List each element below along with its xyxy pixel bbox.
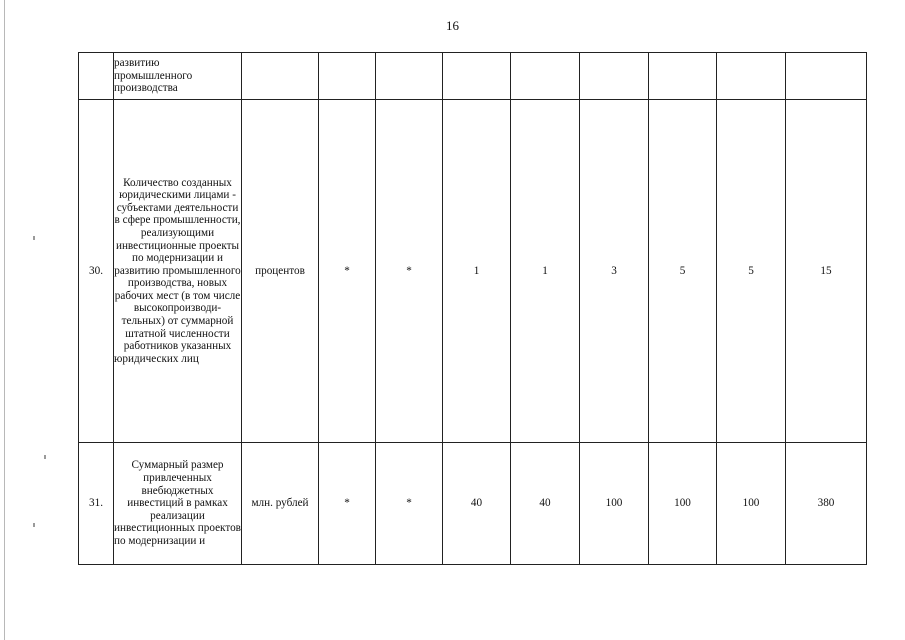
indicator-name: развитию промышленного производства bbox=[114, 57, 193, 95]
indicator-name: Суммарный размер привлеченных внебюджетных инвестиций в рамках реализации инвестиционных проектов по модернизации и bbox=[114, 459, 241, 547]
value-cell bbox=[786, 53, 867, 100]
value-cell: 5 bbox=[649, 100, 717, 443]
value-cell: 15 bbox=[786, 100, 867, 443]
value-cell: 380 bbox=[786, 443, 867, 565]
value-cell: 5 bbox=[717, 100, 786, 443]
page-number: 16 bbox=[446, 18, 459, 33]
unit-cell bbox=[242, 53, 319, 100]
value-cell: 3 bbox=[580, 100, 649, 443]
value-cell: 100 bbox=[717, 443, 786, 565]
unit-cell: млн. рублей bbox=[242, 443, 319, 565]
value-cell: 40 bbox=[443, 443, 511, 565]
value-cell bbox=[443, 53, 511, 100]
scan-speck bbox=[33, 236, 35, 240]
value-cell: 100 bbox=[649, 443, 717, 565]
indicator-name: Количество созданных юридическими лицами - субъектами деятельности в сфере промышленности, реализующими инвестиционные проекты по модернизации и развитию промышленного производства, новых рабочих мест (в том числе высокопроизводи-тельных) от суммарной штатной численности работников указанных юридических лиц bbox=[114, 176, 241, 365]
value-cell: * bbox=[319, 100, 376, 443]
row-number: 31. bbox=[79, 443, 114, 565]
value-cell: 1 bbox=[511, 100, 580, 443]
value-cell: * bbox=[319, 443, 376, 565]
page-left-edge-line bbox=[4, 0, 5, 640]
value-cell bbox=[376, 53, 443, 100]
table-row bbox=[79, 53, 867, 100]
value-cell: 100 bbox=[580, 443, 649, 565]
indicator-name-cell bbox=[114, 100, 242, 443]
indicator-name-cell bbox=[114, 53, 242, 100]
table-row bbox=[79, 100, 867, 443]
value-cell: * bbox=[376, 443, 443, 565]
scan-speck bbox=[44, 455, 46, 459]
scan-speck bbox=[33, 523, 35, 527]
value-cell bbox=[319, 53, 376, 100]
value-cell bbox=[511, 53, 580, 100]
value-cell: 40 bbox=[511, 443, 580, 565]
value-cell bbox=[649, 53, 717, 100]
unit-cell: процентов bbox=[242, 100, 319, 443]
indicator-table bbox=[78, 52, 867, 565]
indicator-name-cell bbox=[114, 443, 242, 565]
value-cell bbox=[717, 53, 786, 100]
value-cell: * bbox=[376, 100, 443, 443]
row-number: 30. bbox=[79, 100, 114, 443]
value-cell: 1 bbox=[443, 100, 511, 443]
table-row bbox=[79, 443, 867, 565]
value-cell bbox=[580, 53, 649, 100]
row-number bbox=[79, 53, 114, 100]
